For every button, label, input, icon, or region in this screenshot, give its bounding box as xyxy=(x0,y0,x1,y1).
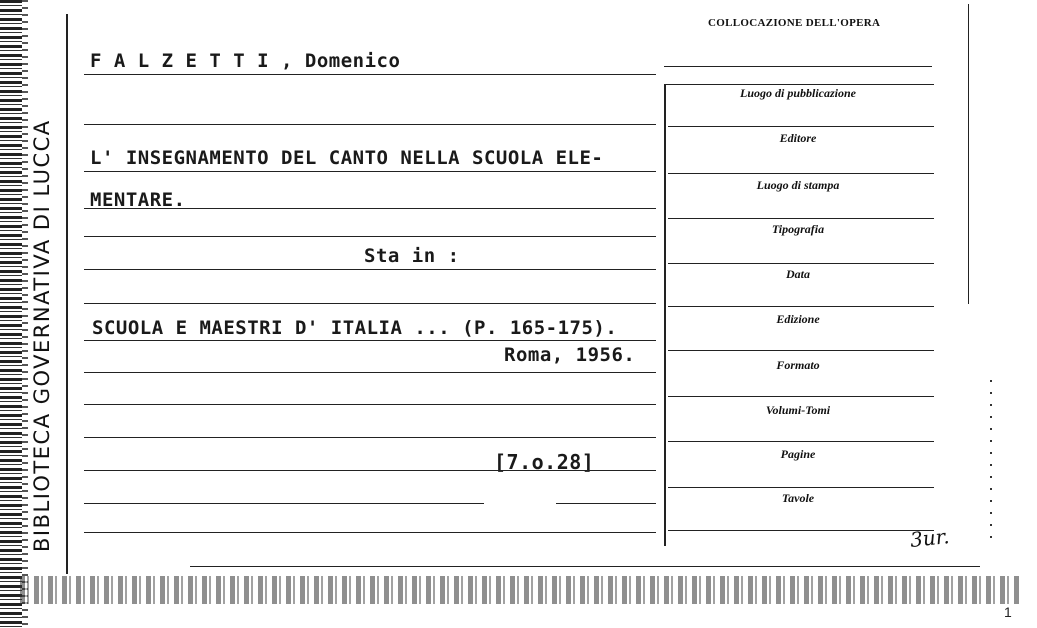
bottom-rule xyxy=(190,566,980,567)
field-label-edition: Edizione xyxy=(776,312,820,326)
card-right-edge-dots xyxy=(990,380,992,540)
place-date: Roma, 1956. xyxy=(504,344,636,366)
field-divider xyxy=(668,530,934,531)
writing-line xyxy=(84,470,656,471)
field-label-plates: Tavole xyxy=(781,491,815,505)
writing-line xyxy=(84,236,656,237)
title-line-1: L' INSEGNAMENTO DEL CANTO NELLA SCUOLA ELE- xyxy=(90,147,604,169)
field-divider xyxy=(668,173,934,174)
page-number: 1 xyxy=(1004,604,1012,620)
field-divider xyxy=(668,350,934,351)
writing-line xyxy=(84,437,656,438)
field-label-date: Data xyxy=(786,267,810,281)
field-divider xyxy=(668,487,934,488)
field-label-format: Formato xyxy=(776,358,820,372)
shelf-mark: [7.o.28] xyxy=(494,450,595,474)
writing-line xyxy=(84,372,656,373)
writing-line xyxy=(84,532,656,533)
field-label-printer: Tipografia xyxy=(771,222,825,236)
writing-line xyxy=(84,303,656,304)
scan-edge-strip-secondary xyxy=(22,0,28,628)
writing-line xyxy=(84,340,656,341)
field-divider xyxy=(668,218,934,219)
field-label-volumes: Volumi-Tomi xyxy=(765,403,831,417)
field-divider xyxy=(668,306,934,307)
card-right-edge xyxy=(968,4,969,304)
field-divider xyxy=(668,263,934,264)
field-label-publisher: Editore xyxy=(779,131,817,145)
writing-line xyxy=(84,74,656,75)
scan-edge-strip xyxy=(0,0,22,628)
location-header: COLLOCAZIONE DELL'OPERA xyxy=(708,17,881,29)
field-label-print-place: Luogo di stampa xyxy=(756,178,840,192)
library-stamp-text: BIBLIOTECA GOVERNATIVA DI LUCCA xyxy=(30,119,54,552)
writing-line xyxy=(84,404,656,405)
title-line-2: MENTARE. xyxy=(90,189,186,211)
writing-line xyxy=(84,208,656,209)
field-divider xyxy=(668,126,934,127)
field-label-pages: Pagine xyxy=(780,447,816,461)
handwritten-note: 3ur. xyxy=(908,524,951,552)
writing-line xyxy=(556,503,656,504)
author-name: F A L Z E T T I , Domenico xyxy=(90,50,401,72)
scan-bottom-edge xyxy=(20,576,1020,604)
writing-line xyxy=(84,171,656,172)
left-margin-rule xyxy=(66,14,68,574)
fields-box-left-border xyxy=(664,84,666,546)
contained-in-label: Sta in : xyxy=(364,245,460,267)
field-divider xyxy=(668,396,934,397)
field-label-publication-place: Luogo di pubblicazione xyxy=(739,86,856,100)
fields-box-top xyxy=(664,84,934,85)
location-line xyxy=(664,66,932,67)
writing-line xyxy=(84,269,656,270)
field-divider xyxy=(668,441,934,442)
writing-line xyxy=(84,124,656,125)
source-title: SCUOLA E MAESTRI D' ITALIA ... (P. 165-175). xyxy=(92,317,618,339)
writing-line xyxy=(84,503,484,504)
